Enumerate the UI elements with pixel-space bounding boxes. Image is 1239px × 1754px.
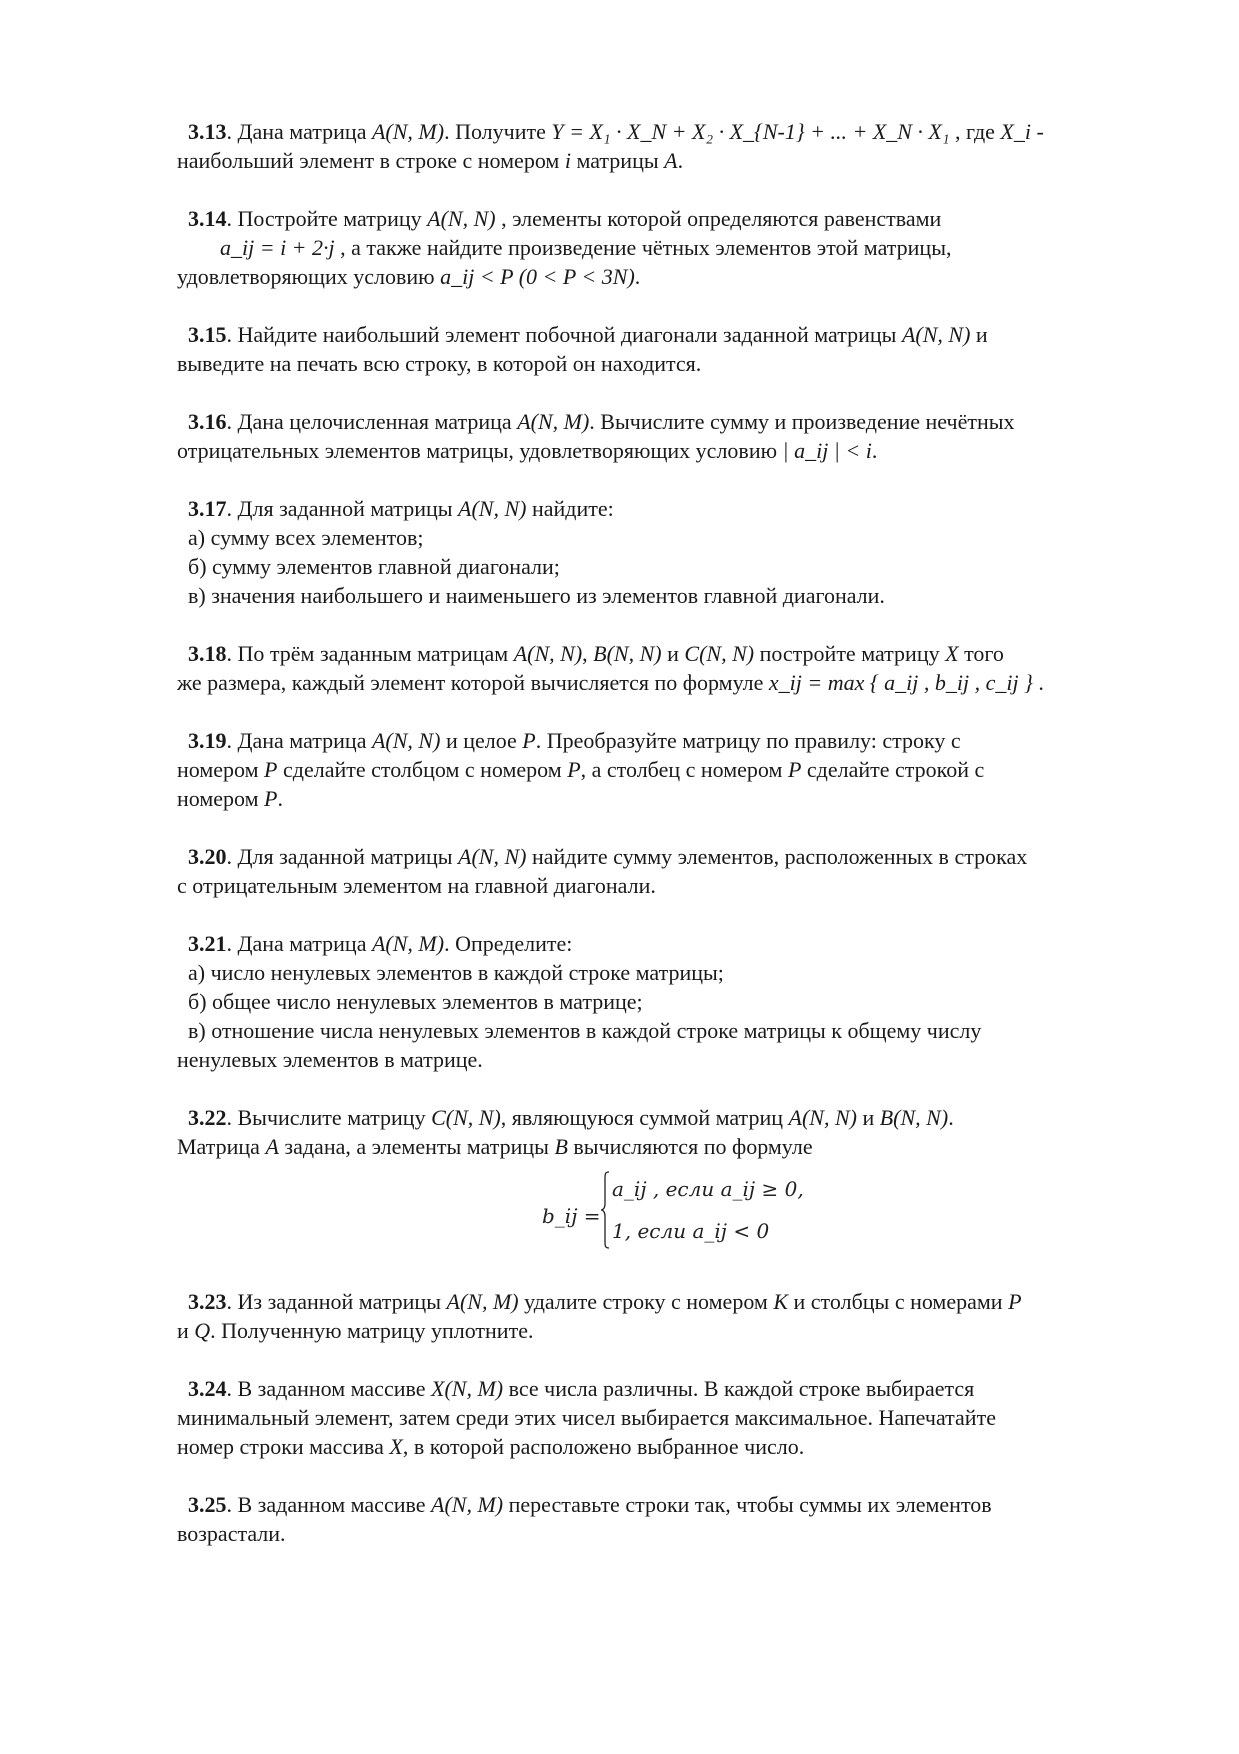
problem-line [177,726,1157,755]
text: . Преобразуйте матрицу по правилу: строку с [535,728,961,753]
formula-case: 1, если a_ij < 0 [612,1219,770,1243]
list-item: в) значения наибольшего и наименьшего из элементов главной диагонали. [188,583,885,608]
problem-line [177,784,1157,813]
variable: P [787,757,802,782]
text: . Вычислите матрицу [226,1105,432,1130]
text: задана, а элементы матрицы [278,1134,555,1159]
text: найдите: [526,496,614,521]
problem-3-16 [177,407,1157,465]
variable: P [1008,1289,1022,1314]
problem-number: 3.19 [188,728,227,753]
text: . По трём заданным матрицам [226,641,514,666]
text: . Для заданной матрицы [226,844,459,869]
problem-line [177,262,1157,291]
problem-line: с отрицательным элементом на главной диагонали. [177,873,656,898]
text: , элементы которой определяются равенствами [495,206,942,231]
text: удовлетворяющих условию [177,264,441,289]
formula-lhs: b_ij = [542,1204,601,1228]
variable: P [264,786,278,811]
text: . Получите [444,119,552,144]
problem-line [177,494,1157,523]
problem-number: 3.18 [188,641,227,666]
list-item: а) число ненулевых элементов в каждой строке матрицы; [188,960,724,985]
text: , а столбец с номером [580,757,788,782]
problem-number: 3.17 [188,496,227,521]
variable: P [567,757,581,782]
problem-3-17 [177,494,1157,610]
problem-line [177,668,1157,697]
variable: P [522,728,536,753]
text: . Из заданной матрицы [226,1289,447,1314]
problem-line: ненулевых элементов в матрице. [177,1047,483,1072]
list-item: в) отношение числа ненулевых элементов в каждой строке матрицы к общему числу [188,1018,982,1043]
document-page [177,117,1157,1577]
problem-line: минимальный элемент, затем среди этих чисел выбирается максимальное. Напечатайте [177,1405,996,1430]
matrix-name: A(N, N) [901,322,971,347]
problem-number: 3.13 [188,119,227,144]
matrix-name: X(N, M) [431,1376,504,1401]
matrix-name: A(N, N) [513,641,583,666]
matrix-name: B(N, N) [593,641,662,666]
text: . [871,438,878,463]
variable: X_i [1000,119,1031,144]
matrix-name: A(N, N) [371,728,441,753]
text: . В заданном массиве [226,1492,431,1517]
text: и целое [440,728,523,753]
curly-brace-icon [600,1171,610,1249]
variable: X [945,641,959,666]
text: , в которой расположено выбранное число. [402,1434,805,1459]
text: номером [177,786,265,811]
variable: Q [194,1318,211,1343]
text: . Дана целочисленная матрица [226,409,518,434]
problem-3-24 [177,1374,1157,1461]
problem-3-20 [177,842,1157,900]
variable: A [664,148,678,173]
text: и [970,322,988,347]
text: удалите строку с номером [518,1289,774,1314]
text: номер строки массива [177,1434,390,1459]
text: . [1032,670,1044,695]
problem-line [177,407,1157,436]
piecewise-formula [177,1171,1157,1263]
formula-case: a_ij , если a_ij ≥ 0, [612,1177,804,1201]
text: сделайте строкой с [801,757,985,782]
problem-line [177,1432,1157,1461]
problem-line [177,320,1157,349]
problem-line [177,1374,1157,1403]
problem-3-19 [177,726,1157,813]
text: . В заданном массиве [226,1376,431,1401]
variable: K [773,1289,789,1314]
matrix-name: A(N, M) [446,1289,519,1314]
text: - [1030,119,1044,144]
problem-line [177,929,1157,958]
matrix-name: A(N, N) [427,206,496,231]
text: . Для заданной матрицы [226,496,459,521]
text: . Вычислите сумму и произведение нечётных [589,409,1015,434]
text: же размера, каждый элемент которой вычисляется по формуле [177,670,769,695]
text: . Полученную матрицу уплотните. [210,1318,534,1343]
problem-line [177,1316,1157,1345]
formula-inline: Y = X₁ · X_N + X₂ · X_{N-1} + ... + X_N · X₁ [551,119,950,144]
matrix-name: C(N, N) [684,641,755,666]
matrix-name: A(N, N) [788,1105,857,1130]
problem-line [177,639,1157,668]
text: . Постройте матрицу [226,206,428,231]
problem-number: 3.23 [188,1289,227,1314]
text: сделайте столбцом с номером [277,757,568,782]
text: матрицы [570,148,665,173]
matrix-name: B(N, N) [879,1105,949,1130]
variable: P [264,757,278,782]
problem-line: выведите на печать всю строку, в которой он находится. [177,351,702,376]
problem-line: возрастали. [177,1521,286,1546]
matrix-name: A(N, M) [517,409,590,434]
text: . Дана матрица [226,931,372,956]
matrix-name: A(N, N) [458,844,527,869]
text: Матрица [177,1134,266,1159]
problem-3-25 [177,1490,1157,1548]
text: . [677,148,684,173]
problem-3-23 [177,1287,1157,1345]
text: того [958,641,1004,666]
matrix-name: C(N, N) [431,1105,501,1130]
text: . Дана матрица [226,119,372,144]
formula-inline: a_ij < P (0 < P < 3N) [440,264,635,289]
problem-line [177,146,1157,175]
text: . Найдите наибольший элемент побочной диагонали заданной матрицы [226,322,902,347]
text: постройте матрицу [754,641,946,666]
text: отрицательных элементов матрицы, удовлетворяющих условию [177,438,783,463]
matrix-name: A(N, N) [458,496,527,521]
problem-number: 3.25 [188,1492,227,1517]
problem-line [177,117,1157,146]
list-item: а) сумму всех элементов; [188,525,424,550]
problem-3-18 [177,639,1157,697]
text: номером [177,757,265,782]
variable: X [389,1434,403,1459]
text: и столбцы с номерами [788,1289,1009,1314]
problem-number: 3.15 [188,322,227,347]
text: наибольший элемент в строке с номером [177,148,565,173]
problem-line [177,1103,1157,1132]
variable: i [564,148,571,173]
problem-line [177,233,1157,262]
variable: A [265,1134,279,1159]
text: , являющуюся суммой матриц [500,1105,789,1130]
problem-line [177,204,1157,233]
problem-number: 3.21 [188,931,227,956]
problem-line [177,436,1157,465]
text: переставьте строки так, чтобы суммы их элементов [503,1492,992,1517]
matrix-name: A(N, M) [431,1492,504,1517]
problem-3-15 [177,320,1157,378]
text: вычисляются по формуле [567,1134,813,1159]
variable: B [554,1134,568,1159]
text: найдите сумму элементов, расположенных в строках [526,844,1028,869]
text: , где [949,119,1001,144]
text: все числа различны. В каждой строке выбирается [503,1376,975,1401]
problem-line [177,755,1157,784]
text: , а также найдите произведение чётных элементов этой матрицы, [334,235,952,260]
problem-number: 3.20 [188,844,227,869]
problem-3-14 [177,204,1157,291]
text: . Дана матрица [226,728,372,753]
text: . Определите: [444,931,573,956]
formula-inline: x_ij = max { a_ij , b_ij , c_ij } [768,670,1033,695]
text: и [856,1105,880,1130]
list-item: б) сумму элементов главной диагонали; [188,554,560,579]
text: , [582,641,594,666]
problem-3-22 [177,1103,1157,1263]
text: . [948,1105,954,1130]
formula-inline: | a_ij | < i [782,438,872,463]
text: и [177,1318,195,1343]
list-item: б) общее число ненулевых элементов в матрице; [188,989,643,1014]
problem-number: 3.16 [188,409,227,434]
problem-line [177,1287,1157,1316]
problem-line [177,842,1157,871]
problem-3-21 [177,929,1157,1074]
matrix-name: A(N, M) [371,931,445,956]
problem-number: 3.22 [188,1105,227,1130]
problem-number: 3.24 [188,1376,227,1401]
text: . [634,264,641,289]
problem-number: 3.14 [188,206,227,231]
text: . [277,786,283,811]
text: и [661,641,685,666]
matrix-name: A(N, M) [371,119,445,144]
problem-3-13 [177,117,1157,175]
problem-line [177,1490,1157,1519]
problem-line [177,1132,1157,1161]
formula-inline: a_ij = i + 2·j [220,235,335,260]
